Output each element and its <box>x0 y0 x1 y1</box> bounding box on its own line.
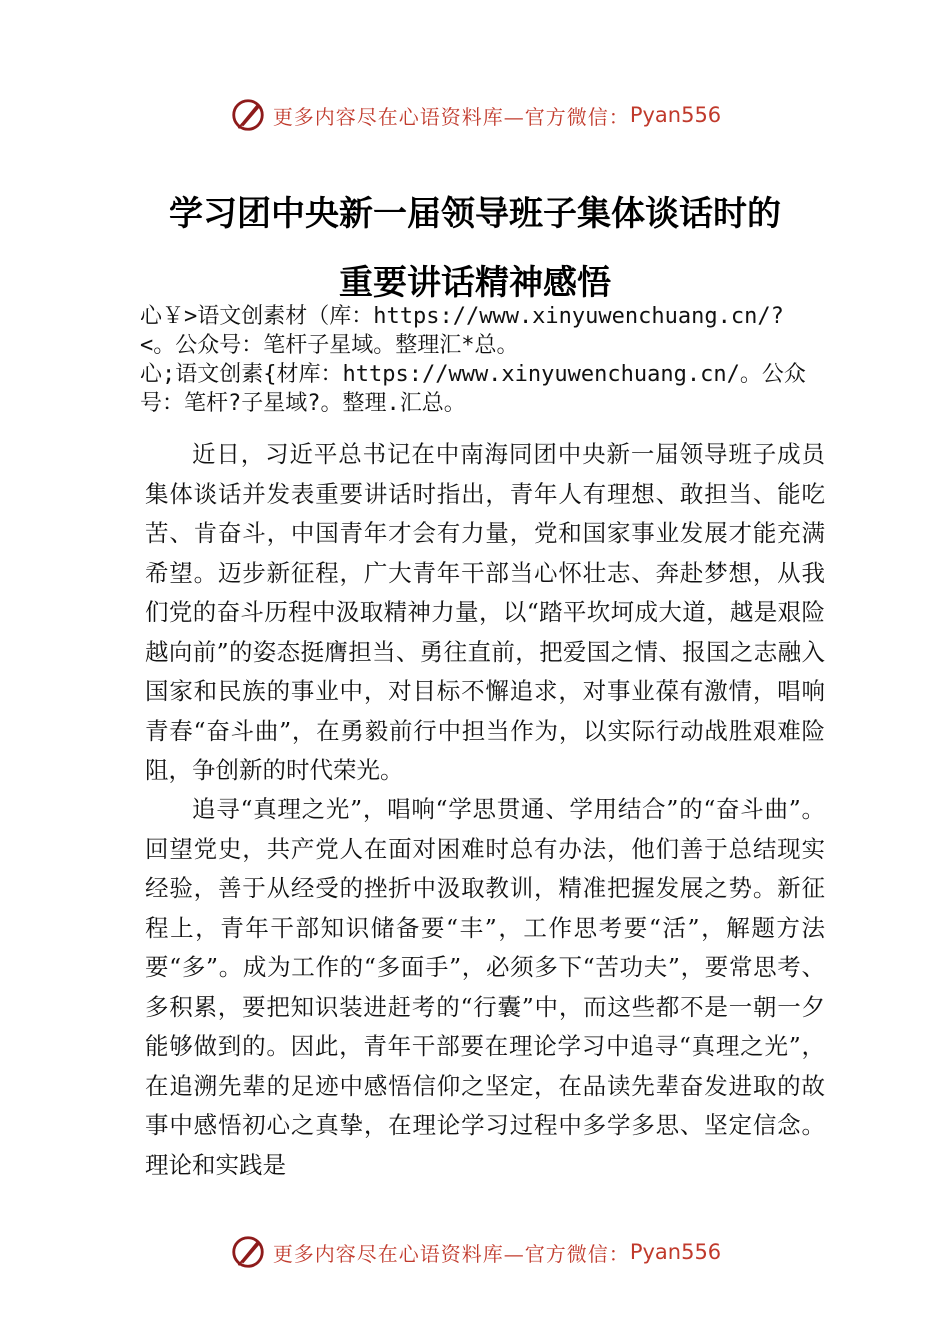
paragraph-text: 追寻“真理之光”，唱响“学思贯通、学用结合”的“奋斗曲”。回望党史，共产党人在面对困难时总有办法，他们善于总结现实经验，善于从经受的挫折中汲取教训，精准把握发展之势。新征程上，青年干部知识储备要“丰”，工作思考要“活”，解题方法要“多”。成为工作的“多面手”，必须多下“苦功夫”，要常思考、多积累，要把知识装进赶考的“行囊”中，而这些都不是一朝一夕能够做到的。因此，青年干部要在理论学习中追寻“真理之光”，在追溯先辈的足迹中感悟信仰之坚定，在品读先辈奋发进取的故事中感悟初心之真挚，在理论学习过程中多学多思、坚定信念。理论和实践是 <box>145 795 825 1179</box>
body-paragraph-2 <box>145 790 825 1185</box>
source-note <box>140 302 840 418</box>
document-title-line-2: 重要讲话精神感悟 <box>339 263 611 303</box>
source-line: 号：笔杆?子星域?。整理.汇总。 <box>140 391 466 416</box>
source-line: 心;语文创素{材库：https://www.xinyuwenchuang.cn/。公众 <box>140 362 806 387</box>
banner-text: 更多内容尽在心语资料库—官方微信： <box>272 1241 630 1266</box>
body-paragraph-1 <box>145 435 825 791</box>
source-line: 心￥>语文创素材（库：https://www.xinyuwenchuang.cn/? <box>140 304 784 329</box>
quill-pen-logo-icon <box>229 1233 267 1271</box>
banner-wechat-id: Pyan556 <box>629 1240 722 1264</box>
source-line: <。公众号：笔杆子星域。整理汇*总。 <box>140 333 519 358</box>
quill-pen-logo-icon <box>229 96 267 134</box>
header-banner <box>0 95 950 135</box>
banner-text: 更多内容尽在心语资料库—官方微信： <box>272 104 630 129</box>
document-title-line-1: 学习团中央新一届领导班子集体谈话时的 <box>169 194 781 234</box>
banner-wechat-id: Pyan556 <box>629 103 722 127</box>
paragraph-text: 近日，习近平总书记在中南海同团中央新一届领导班子成员集体谈话并发表重要讲话时指出，青年人有理想、敢担当、能吃苦、肯奋斗，中国青年才会有力量，党和国家事业发展才能充满希望。迈步新征程，广大青年干部当心怀壮志、奔赴梦想，从我们党的奋斗历程中汲取精神力量，以“踏平坎坷成大道，越是艰险越向前”的姿态挺膺担当、勇往直前，把爱国之情、报国之志融入国家和民族的事业中，对目标不懈追求，对事业葆有激情，唱响青春“奋斗曲”，在勇毅前行中担当作为，以实际行动战胜艰难险阻，争创新的时代荣光。 <box>145 440 825 784</box>
footer-banner <box>0 1232 950 1272</box>
